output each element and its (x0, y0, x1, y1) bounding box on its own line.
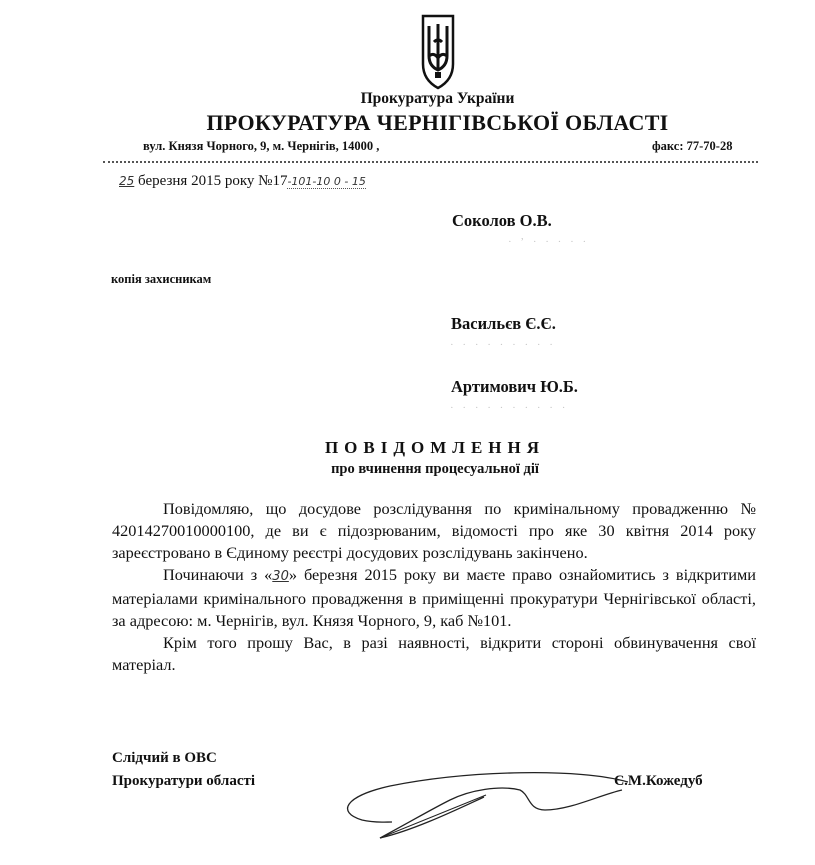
paragraph2-start: Починаючи з « (163, 565, 273, 584)
notice-title: ПОВІДОМЛЕННЯ (324, 438, 546, 457)
copy-label: копія захисникам (111, 272, 212, 286)
org-address: вул. Князя Чорного, 9, м. Чернігів, 14000 , (143, 139, 380, 153)
org-fax: факс: 77-70-28 (652, 139, 733, 153)
redacted-address: · · · · · · · · · (450, 339, 556, 351)
signer-office: Прокуратури області (112, 773, 256, 789)
signer-name: Є.М.Кожедуб (614, 773, 703, 789)
org-title: ПРОКУРАТУРА ЧЕРНІГІВСЬКОЇ ОБЛАСТІ (206, 110, 669, 135)
recipient-primary: Соколов О.В. (452, 211, 552, 230)
redacted-address: · ʼ · · · · · (508, 236, 590, 248)
paragraph-request-materials: Крім того прошу Вас, в разі наявності, відкрити стороні обвинувачення свої матеріал. (112, 633, 756, 674)
reference-date: березня 2015 року №17 (134, 173, 288, 189)
signer-position: Слідчий в ОВС (112, 750, 217, 766)
org-parent: Прокуратура України (360, 90, 515, 107)
paragraph-investigation-complete: Повідомляю, що досудове розслідування по кримінальному провадженню № 42014270010000100, де ви є підозрюваним, відомості про яке 30 квітня 2014 року зареєстровано в Єдиному реєстрі досудових розслідувань закінчено. (112, 499, 756, 562)
paragraph2-rest: » березня 2015 року ви маєте право ознайомитись з відкритими матеріалами кримінального провадження в приміщенні прокуратури Чернігівської області, за адресою: м. Чернігів, вул. Князя Чорного, 9, каб №101. (112, 565, 756, 630)
recipient-defender: Васильєв Є.Є. (451, 314, 556, 333)
redacted-address: · · · · · · · · · · (450, 402, 569, 414)
notice-subtitle: про вчинення процесуальної дії (331, 461, 539, 477)
recipient-defender: Артимович Ю.Б. (451, 377, 578, 396)
reference-day: 25 (119, 174, 135, 188)
paragraph2-handwritten-day: 30 (272, 569, 289, 584)
reference-number: -101-10 0 - 15 (287, 175, 366, 188)
